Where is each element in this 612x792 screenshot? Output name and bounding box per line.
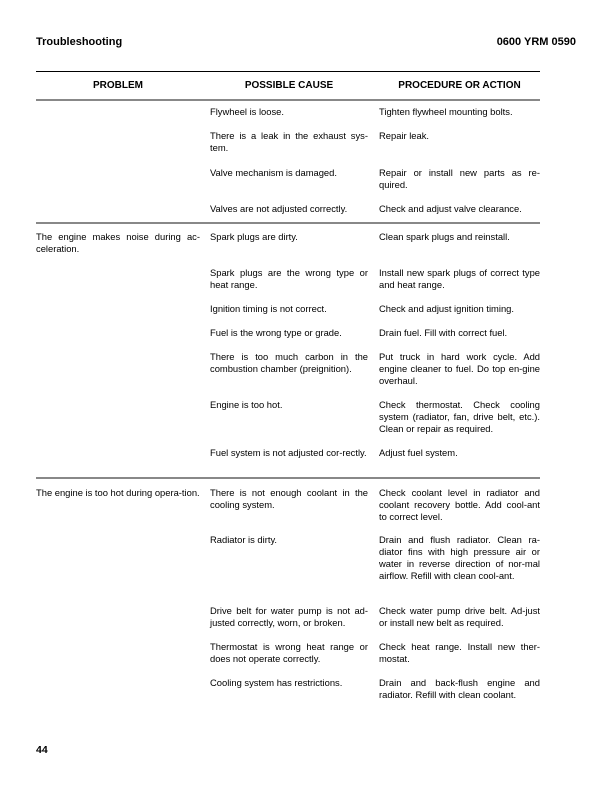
document-code: 0600 YRM 0590 [496, 36, 576, 48]
possible-cause: Spark plugs are the wrong type or heat range. [210, 267, 368, 290]
problem-text: The engine makes noise during ac-celeration. [36, 231, 200, 254]
possible-cause: There is too much carbon in the combustion chamber (preignition). [210, 351, 368, 374]
column-header-rule [36, 99, 540, 101]
column-header-action: PROCEDURE OR ACTION [398, 80, 521, 91]
procedure-action: Check and adjust valve clearance. [379, 203, 522, 214]
procedure-action: Put truck in hard work cycle. Add engine cleaner to fuel. Do top en-gine overhaul. [379, 351, 540, 386]
procedure-action: Check heat range. Install new ther-mostat. [379, 641, 540, 664]
possible-cause: Spark plugs are dirty. [210, 231, 298, 242]
procedure-action: Install new spark plugs of correct type and heat range. [379, 267, 540, 290]
possible-cause: Fuel is the wrong type or grade. [210, 327, 342, 338]
possible-cause: Valves are not adjusted correctly. [210, 203, 348, 214]
procedure-action: Adjust fuel system. [379, 447, 458, 458]
possible-cause: Cooling system has restrictions. [210, 677, 343, 688]
procedure-action: Clean spark plugs and reinstall. [379, 231, 510, 242]
possible-cause: Fuel system is not adjusted cor-rectly. [210, 447, 367, 458]
procedure-action: Tighten flywheel mounting bolts. [379, 106, 513, 117]
section-title: Troubleshooting [36, 36, 123, 48]
group-separator [36, 477, 540, 479]
problem-text: The engine is too hot during opera-tion. [36, 487, 200, 498]
possible-cause: Flywheel is loose. [210, 106, 284, 117]
procedure-action: Check thermostat. Check cooling system (radiator, fan, drive belt, etc.). Clean or repair as required. [379, 399, 540, 434]
possible-cause: Drive belt for water pump is not ad-justed correctly, worn, or broken. [210, 605, 368, 628]
procedure-action: Repair leak. [379, 130, 430, 141]
column-header-problem: PROBLEM [93, 80, 143, 91]
procedure-action: Drain fuel. Fill with correct fuel. [379, 327, 508, 338]
group-separator [36, 222, 540, 224]
procedure-action: Check water pump drive belt. Ad-just or install new belt as required. [379, 605, 540, 628]
possible-cause: Thermostat is wrong heat range or does not operate correctly. [210, 641, 368, 664]
possible-cause: Valve mechanism is damaged. [210, 167, 337, 178]
possible-cause: There is a leak in the exhaust sys-tem. [210, 130, 368, 153]
procedure-action: Check and adjust ignition timing. [379, 303, 514, 314]
possible-cause: Radiator is dirty. [210, 534, 278, 545]
procedure-action: Repair or install new parts as re-quired. [379, 167, 540, 190]
possible-cause: Ignition timing is not correct. [210, 303, 327, 314]
procedure-action: Drain and back-flush engine and radiator. Refill with clean coolant. [379, 677, 540, 700]
procedure-action: Check coolant level in radiator and coolant recovery bottle. Add cool-ant to correct level. [379, 487, 540, 522]
possible-cause: There is not enough coolant in the cooling system. [210, 487, 368, 510]
page-number: 44 [36, 744, 48, 756]
procedure-action: Drain and flush radiator. Clean ra-diator fins with high pressure air or water in reverse direction of nor-mal airflow. Refill with clean cool-ant. [379, 534, 540, 581]
header-rule [36, 71, 540, 72]
column-header-cause: POSSIBLE CAUSE [244, 80, 334, 91]
possible-cause: Engine is too hot. [210, 399, 283, 410]
